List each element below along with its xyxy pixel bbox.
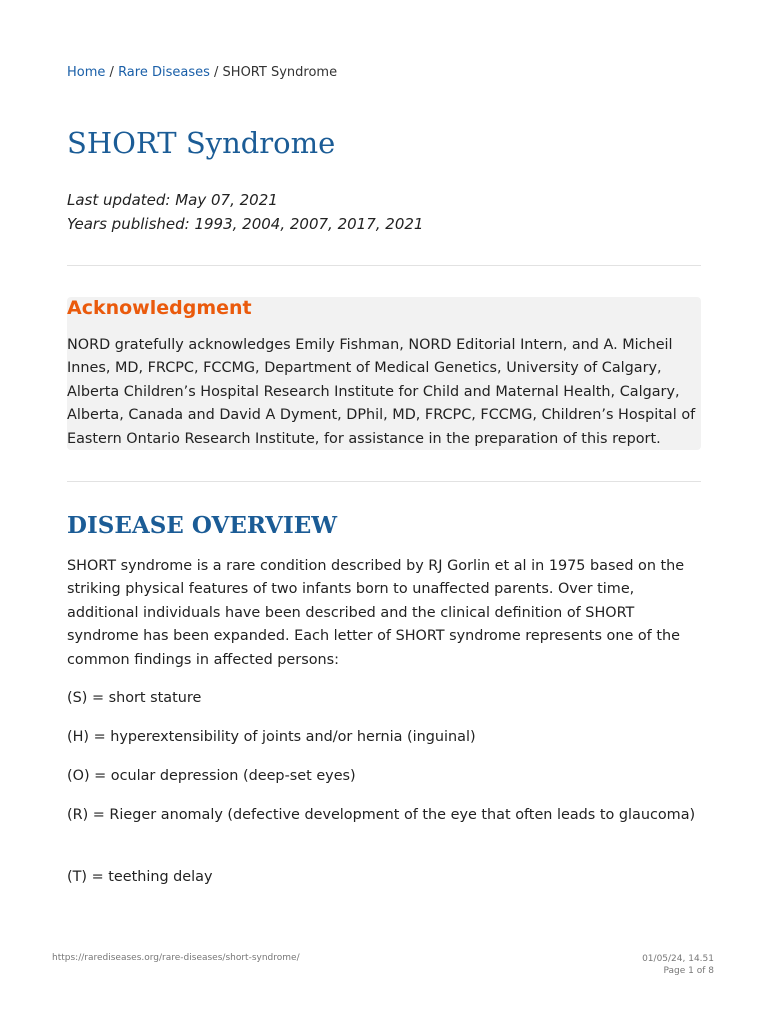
- divider: [67, 265, 701, 266]
- breadcrumb-current: SHORT Syndrome: [222, 65, 338, 80]
- overview-item-h: (H) = hyperextensibility of joints and/or hernia (inguinal): [67, 729, 476, 745]
- breadcrumb-rare-diseases-link[interactable]: Rare Diseases: [118, 65, 210, 80]
- footer-page-info: [642, 953, 714, 977]
- footer-page-number: Page 1 of 8: [663, 966, 714, 976]
- footer-url: https://rarediseases.org/rare-diseases/short-syndrome/: [52, 953, 300, 963]
- publication-meta: [67, 188, 423, 236]
- divider: [67, 481, 701, 482]
- acknowledgment-heading: Acknowledgment: [67, 297, 252, 319]
- overview-item-r: (R) = Rieger anomaly (defective development of the eye that often leads to glaucoma): [67, 807, 696, 823]
- overview-item-s: (S) = short stature: [67, 690, 202, 706]
- overview-item-t: (T) = teething delay: [67, 869, 213, 885]
- breadcrumb-separator: /: [109, 65, 114, 80]
- acknowledgment-text: NORD gratefully acknowledges Emily Fishman, NORD Editorial Intern, and A. Micheil Innes, MD, FRCPC, FCCMG, Department of Medical Genetics, University of Calgary, Alberta Children’s Hospital Research Institute for Child and Maternal Health, Calgary, Alberta, Canada and David A Dyment, DPhil, MD, FRCPC, FCCMG, Children’s Hospital of Eastern Ontario Research Institute, for assistance in the preparation of this report.: [67, 337, 696, 447]
- disease-overview-heading: DISEASE OVERVIEW: [67, 512, 338, 539]
- breadcrumb: [67, 65, 337, 80]
- page-title: SHORT Syndrome: [67, 126, 336, 160]
- last-updated: Last updated: May 07, 2021: [67, 191, 278, 209]
- years-published: Years published: 1993, 2004, 2007, 2017, 2021: [67, 215, 424, 233]
- breadcrumb-home-link[interactable]: Home: [67, 65, 106, 80]
- overview-item-o: (O) = ocular depression (deep-set eyes): [67, 768, 356, 784]
- footer-datetime: 01/05/24, 14.51: [642, 954, 714, 964]
- overview-intro: SHORT syndrome is a rare condition described by RJ Gorlin et al in 1975 based on the striking physical features of two infants born to unaffected parents. Over time, additional individuals have been described and the clinical definition of SHORT syndrome has been expanded. Each letter of SHORT syndrome represents one of the common findings in affected persons:: [67, 558, 685, 668]
- breadcrumb-separator: /: [214, 65, 219, 80]
